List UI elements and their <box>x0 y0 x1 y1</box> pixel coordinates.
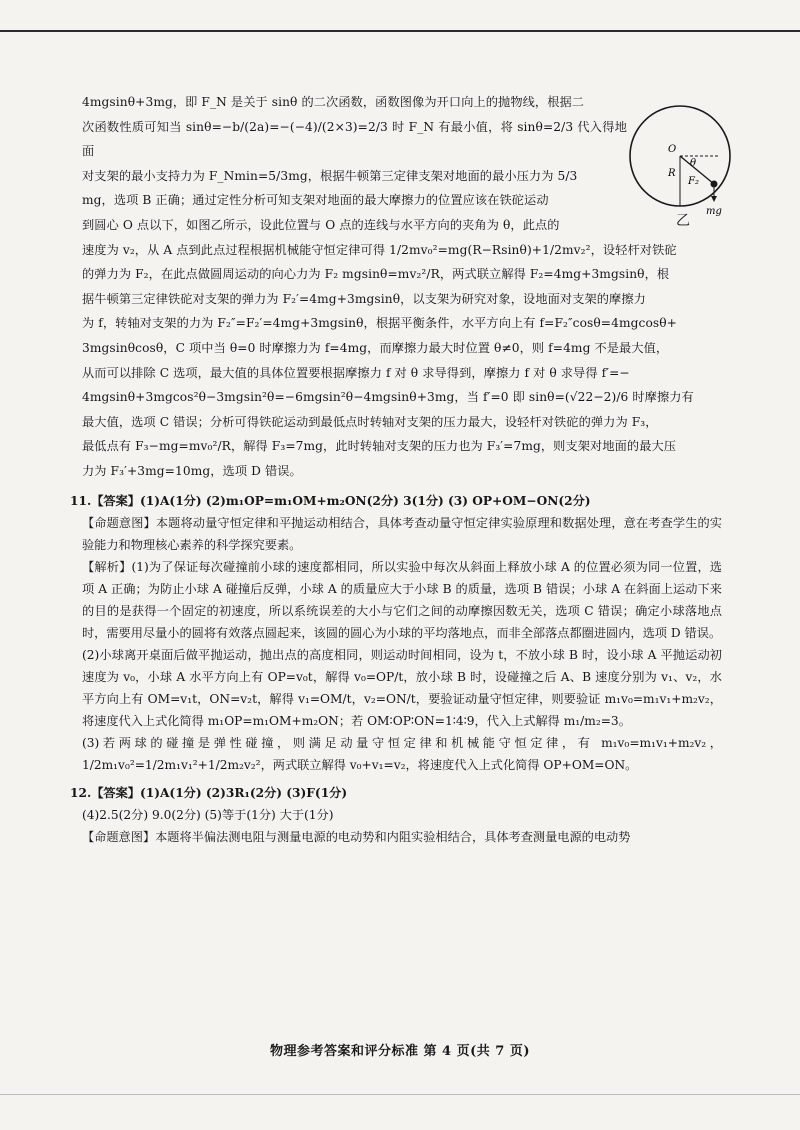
paragraph-line: 3mgsinθcosθ，C 项中当 θ=0 时摩擦力为 f=4mg，而摩擦力最大时位置 θ≠0，则 f=4mg 不是最大值， <box>82 340 669 355</box>
q11-analysis-1: 【解析】(1)为了保证每次碰撞前小球的速度都相同，所以实验中每次从斜面上释放小球 A 的位置必须为同一位置，选项 A 正确；为防止小球 A 碰撞后反弹，小球 A 的质量应大于小球 B 的质量，选项 B 错误；小球 A 在斜面上运动下来的目的是获得一个固定的初速度，所以系统误差的大小与它们之间的动摩擦因数无关，选项 C 错误；确定小球落地点时，需要用尽量小的圆将有效落点圆起来，该圆的圆心为小球的平均落地点，而非全部落点都圈进圆内，选项 D 错误。 <box>82 559 722 640</box>
paragraph-line: 到圆心 O 点以下，如图乙所示，设此位置与 O 点的连线与水平方向的夹角为 θ，此点的 <box>82 217 560 232</box>
q11-intent: 【命题意图】本题将动量守恒定律和平抛运动相结合，具体考查动量守恒定律实验原理和数据处理，意在考查学生的实验能力和物理核心素养的科学探究要素。 <box>82 515 722 552</box>
paragraph-line: 的弹力为 F₂，在此点做圆周运动的向心力为 F₂ mgsinθ=mv₂²/R，两式联立解得 F₂=4mg+3mgsinθ，根 <box>82 267 670 282</box>
q11-analysis-2: (2)小球离开桌面后做平抛运动，抛出点的高度相同，则运动时间相同，设为 t，不放小球 B 时，设小球 A 平抛运动初速度为 v₀，小球 A 水平方向上有 OP=v₀t，解得 v₀=OP/t，放小球 B 时，设碰撞之后 A、B 速度分别为 v₁、v₂，水平方向上有 OM=v₁t，ON=v₂t，解得 v₁=OM/t，v₂=ON/t，要验证动量守恒定律，则要验证 m₁v₀=m₁v₁+m₂v₂，将速度代入上式化简得 m₁OP=m₁OM+m₂ON；若 OM∶OP∶ON=1∶4∶9，代入上式解得 m₁/m₂=3。 <box>82 647 722 728</box>
label-r: R <box>668 168 676 179</box>
figure-caption: 乙 <box>676 213 690 229</box>
label-mg: mg <box>706 206 722 217</box>
document-body <box>70 90 722 848</box>
paragraph-line: 力为 F₃′+3mg=10mg，选项 D 错误。 <box>82 463 302 478</box>
page-footer: 物理参考答案和评分标准 第 4 页(共 7 页) <box>269 1044 531 1059</box>
paragraph-line: 最低点有 F₃−mg=mv₀²/R，解得 F₃=7mg，此时转轴对支架的压力也为 F₃′=7mg，则支架对地面的最大压 <box>82 439 677 454</box>
paragraph-line: 为 f，转轴对支架的力为 F₂″=F₂′=4mg+3mgsinθ，根据平衡条件，水平方向上有 f=F₂″cosθ=4mgcosθ+ <box>82 316 677 331</box>
paragraph-line: 4mgsinθ+3mg，即 F_N 是关于 sinθ 的二次函数，函数图像为开口向上的抛物线，根据二 <box>82 95 585 109</box>
label-f2: F₂ <box>688 176 699 187</box>
paragraph-line: 据牛顿第三定律铁砣对支架的弹力为 F₂′=4mg+3mgsinθ，以支架为研究对象，设地面对支架的摩擦力 <box>82 291 646 306</box>
q12-answer-heading: 12.【答案】(1)A(1分) (2)3R₁(2分) (3)F(1分) <box>70 785 348 800</box>
q12-intent: 【命题意图】本题将半偏法测电阻与测量电源的电动势和内阻实验相结合，具体考查测量电源的电动势 <box>82 829 631 844</box>
q12-answer-heading-2: (4)2.5(2分) 9.0(2分) (5)等于(1分) 大于(1分) <box>82 807 334 822</box>
q11-answer-heading: 11.【答案】(1)A(1分) (2)m₁OP=m₁OM+m₂ON(2分) 3(1分) (3) OP+OM−ON(2分) <box>70 493 591 508</box>
paragraph-line: 对支架的最小支持力为 F_Nmin=5/3mg，根据牛顿第三定律支架对地面的最小压力为 5/3 <box>82 168 578 183</box>
page-top-border <box>0 30 800 32</box>
paragraph-line: 4mgsinθ+3mgcos²θ−3mgsin²θ=−6mgsin²θ−4mgsinθ+3mg，当 f′=0 即 sinθ=(√22−2)/6 时摩擦力有 <box>82 390 694 405</box>
paragraph-line: 次函数性质可知当 sinθ=−b/(2a)=−(−4)/(2×3)=2/3 时 F_N 有最小值，将 sinθ=2/3 代入得地面 <box>82 119 627 159</box>
paragraph-line: 速度为 v₂，从 A 点到此点过程根据机械能守恒定律可得 1/2mv₀²=mg(R−Rsinθ)+1/2mv₂²，设轻杆对铁砣 <box>82 242 677 257</box>
q11-analysis-3: (3)若两球的碰撞是弹性碰撞，则满足动量守恒定律和机械能守恒定律，有 m₁v₀=m₁v₁+m₂v₂，1/2m₁v₀²=1/2m₁v₁²+1/2m₂v₂²，两式联立解得 v₀+v₁=v₂，将速度代入上式化简得 OP+OM=ON。 <box>82 735 722 772</box>
label-theta: θ <box>690 158 697 169</box>
label-o: O <box>668 144 677 155</box>
paragraph-line: 最大值，选项 C 错误；分析可得铁砣运动到最低点时转轴对支架的压力最大，设轻杆对铁砣的弹力为 F₃， <box>82 414 658 429</box>
paragraph-line: 从而可以排除 C 选项，最大值的具体位置要根据摩擦力 f 对 θ 求导得到，摩擦力 f 对 θ 求导得 f′=− <box>82 365 630 380</box>
paragraph-line: mg，选项 B 正确；通过定性分析可知支架对地面的最大摩擦力的位置应该在铁砣运动 <box>82 193 549 208</box>
page-bottom-border <box>0 1094 800 1095</box>
